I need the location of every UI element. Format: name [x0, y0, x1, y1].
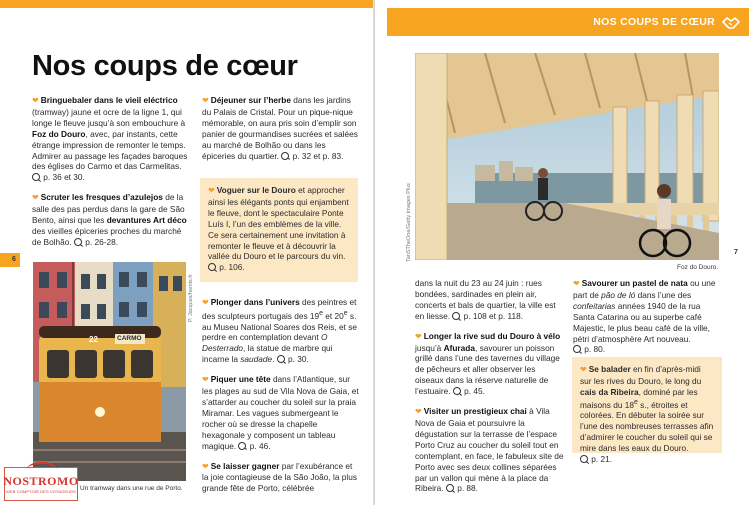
magnifier-icon: [452, 312, 460, 320]
page-reference: [452, 311, 523, 321]
item-gagner: [202, 461, 360, 495]
page-reference: [573, 344, 605, 354]
item-lead: Savourer un pastel de nata: [581, 278, 688, 288]
page-reference: [74, 237, 118, 247]
item-text: , dominé par les maisons du 18: [580, 386, 698, 410]
ref-text: p. 32 et p. 83.: [290, 150, 344, 161]
item-text: , avec, par instants, cette étrange impression de remonter le temps. Admirer au passage les façades baroques des églises do Carmo et das Carmelitas.: [32, 128, 188, 172]
left-page: [0, 0, 374, 505]
item-text: et approcher ainsi les élégants ponts qui enjambent le fleuve, dont le spectaculaire Ponte Luís I, l’un des emblèmes de la ville. Ce sera certainement une invitation à remonter le fleuve et à découvrir la vallée du Douro et le parcours du vin.: [208, 185, 349, 262]
running-title: NOS COUPS DE CŒUR: [593, 16, 715, 28]
item-lead: Déjeuner sur l’herbe: [210, 95, 291, 105]
item-text: à Vila Nova de Gaia et poursuivre la dégustation sur la terrasse de l’espace Porto Cruz au coucher du soleil tout en contemplant, en face, le fabuleux site de Porto avec ses deux collines séparées par un vallon qui mène à la place da Ribeira.: [415, 406, 564, 494]
heart-icon: ❤: [415, 407, 422, 417]
item-text: dans les jardins du Palais de Cristal. Pour un pique-nique mémorable, on aura pris soin d’emplir son panier de gourmandises sucrées et salées au marché de Bolhão ou dans les épiceries du quartier.: [202, 95, 358, 161]
tram-photo: [33, 262, 186, 481]
item-text: .: [272, 354, 275, 365]
page-number-left: 6: [12, 256, 16, 263]
item-text: s., étroites et colorées. En débuter la soirée sur l’une des nombreuses terrasses afin d’admirer le coucher du soleil qui se mire dans les eaux du Douro.: [580, 399, 714, 454]
heart-icon: ❤: [32, 96, 39, 105]
item-longer: [415, 331, 565, 397]
ref-text: p. 45.: [461, 386, 485, 397]
magnifier-icon: [277, 355, 285, 363]
magnifier-icon: [74, 238, 82, 246]
photo-caption: Un tramway dans une rue de Porto.: [80, 485, 183, 492]
item-piquer: [202, 374, 360, 451]
heart-icon: ❤: [202, 461, 209, 471]
heart-icon: ❤: [580, 365, 587, 374]
item-text: années 1940 de la rua Santa Catarina ou au superbe café Majestic, le plus beau café de la ville, pétri d’atmosphère Art nouveau.: [573, 300, 710, 344]
left-column-1: [32, 95, 192, 257]
item-dejeuner: [202, 95, 360, 161]
magnifier-icon: [453, 387, 461, 395]
item-text: et 20: [323, 310, 344, 321]
page-reference: [208, 262, 245, 272]
item-emphasis: O Desterrado: [202, 332, 328, 354]
ref-text: p. 30.: [285, 354, 309, 365]
heart-icon: ❤: [202, 375, 209, 385]
top-accent-band: [0, 0, 374, 8]
page-number-right: 7: [734, 249, 738, 256]
page-reference: [446, 483, 478, 493]
item-azulejos: [32, 192, 192, 248]
promenade-illustration: [415, 53, 719, 260]
superscript: e: [633, 398, 638, 406]
photo-credit: P. Jacques/hemis.fr: [188, 274, 194, 322]
item-lead: Se balader: [588, 364, 631, 374]
page-reference: [238, 441, 270, 451]
ref-text: p. 26-28.: [83, 236, 119, 247]
item-lead: Voguer sur le Douro: [216, 185, 296, 195]
right-column-1: [415, 278, 565, 503]
nostromo-logo: [4, 467, 78, 501]
ref-text: p. 36 et 30.: [41, 172, 85, 183]
heart-icon: ❤: [573, 279, 580, 288]
item-text: jusqu’à: [415, 342, 444, 353]
page-reference: [580, 454, 612, 464]
item-text: (tramway) jaune et ocre de la ligne 1, qui longe le fleuve jusqu’à son embouchure à: [32, 106, 186, 128]
item-plonger: [202, 297, 360, 365]
ref-text: p. 108 et p. 118.: [461, 310, 524, 321]
magnifier-icon: [208, 263, 216, 271]
tram-number: 22: [89, 335, 98, 344]
item-strong: Afurada: [443, 342, 475, 353]
item-savourer: [573, 278, 723, 355]
item-text: , la statue de marbre qui incarne la: [202, 343, 333, 365]
item-gagner-continued: [415, 278, 565, 322]
heart-icon: ❤: [208, 186, 215, 195]
logo-tagline: WEB COMPTOIR DES VOYAGEURS: [6, 489, 76, 494]
item-emphasis: saudade: [240, 354, 273, 365]
item-lead: Plonger dans l’univers: [210, 297, 300, 307]
item-emphasis: confeitarias: [573, 300, 616, 311]
item-tram: [32, 95, 192, 183]
left-column-2: [202, 95, 360, 170]
item-strong: devantures Art déco: [106, 215, 187, 226]
item-lead: Scruter les fresques d’azulejos: [40, 192, 163, 203]
item-emphasis: pão de ló: [601, 289, 636, 300]
promenade-photo: [415, 53, 719, 260]
page-reference: [277, 354, 309, 364]
ref-text: p. 80.: [582, 344, 606, 355]
item-text: en fin d’après-midi sur les rives du Douro, le long du: [580, 364, 702, 386]
logo-arc-icon: [27, 462, 57, 476]
item-text: ou une part de: [573, 278, 716, 300]
highlight-box-voguer: [200, 178, 358, 282]
heart-icon: ❤: [202, 96, 209, 105]
right-page: [375, 0, 749, 505]
tram-illustration: [33, 262, 186, 481]
item-text: s. au Museu National Soares dos Reis, et se perdre en contemplation devant: [202, 310, 357, 343]
ref-text: p. 21.: [589, 454, 613, 465]
item-lead: Piquer une tête: [210, 374, 271, 385]
item-text: de la salle des pas perdus dans la gare de São Bento, ainsi que les: [32, 192, 185, 226]
item-strong: Foz do Douro: [32, 128, 86, 139]
page-reference: [453, 386, 485, 396]
item-text: par l’exubérance et la joie contagieuse de la São João, la plus grande fête de Porto, célébrée: [202, 460, 357, 494]
item-visiter: [415, 406, 565, 494]
page-number-tab: [0, 253, 20, 267]
tram-destination-sign: CARMO: [117, 335, 142, 342]
photo-credit: TanSTheOne/Getty Images Plus: [406, 183, 412, 262]
magnifier-icon: [580, 455, 588, 463]
item-text: , savourer un poisson grillé dans l’une des tavernes du village de pêcheurs et aller observer les oiseaux dans la réserve naturelle de l’estuaire.: [415, 342, 560, 397]
heart-icon: ❤: [202, 298, 209, 307]
item-lead: Visiter un prestigieux chai: [423, 406, 527, 417]
magnifier-icon: [32, 173, 40, 181]
magnifier-icon: [238, 442, 246, 450]
item-text: dans l’Atlantique, sur les plages au sud de Vila Nova de Gaia, et s’attarder au coucher du soleil sur la praia Miramar. Les vagues submergeant le rocher où se dresse la chapelle hexagonale y composent un tableau magique.: [202, 374, 359, 451]
item-text: des vieilles épiceries proches du marché de Bolhão.: [32, 225, 182, 247]
heart-icon: ❤: [415, 331, 422, 341]
page-reference: [32, 172, 85, 182]
superscript: e: [343, 309, 348, 317]
ref-text: p. 106.: [217, 262, 245, 273]
handshake-icon: [721, 14, 741, 30]
heart-icon: ❤: [32, 193, 39, 203]
item-text: dans la nuit du 23 au 24 juin : rues bondées, sardinades en plein air, concerts et bals de quartier, la ville est en liesse.: [415, 278, 556, 321]
left-column-2-lower: [202, 297, 360, 503]
highlight-box-balader: [572, 357, 722, 465]
logo-name: NOSTROMO: [3, 474, 79, 488]
item-text: dans l’une des: [635, 289, 692, 300]
ref-text: p. 46.: [247, 440, 271, 451]
right-column-2: [573, 278, 723, 364]
item-lead: Bringuebaler dans le vieil eléctrico: [40, 95, 178, 105]
item-lead: Se laisser gagner: [210, 460, 280, 471]
running-header: [387, 8, 749, 36]
photo-caption: Foz do Douro.: [677, 264, 719, 271]
item-strong: cais da Ribeira: [580, 386, 639, 397]
magnifier-icon: [281, 152, 289, 160]
page-title: Nos coups de cœur: [32, 50, 298, 82]
page-reference: [281, 151, 343, 161]
ref-text: p. 88.: [454, 483, 478, 494]
superscript: e: [319, 309, 323, 317]
magnifier-icon: [446, 484, 454, 492]
magnifier-icon: [573, 345, 581, 353]
item-lead: Longer la rive sud du Douro à vélo: [423, 330, 561, 341]
item-text: des peintres et des sculpteurs portugais des 19: [202, 297, 357, 321]
